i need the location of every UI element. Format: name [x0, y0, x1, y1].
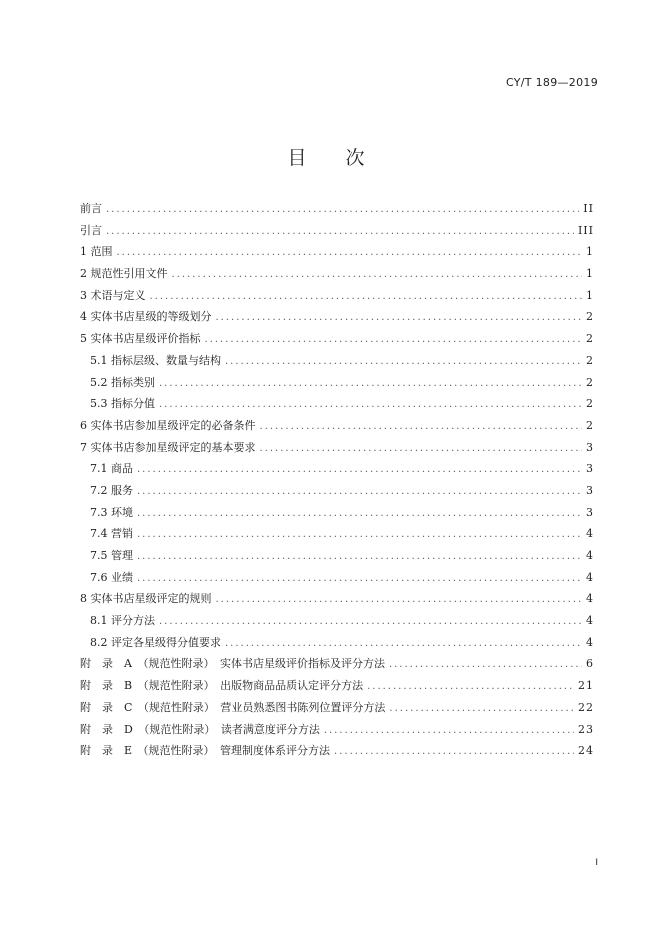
toc-subentry[interactable] — [80, 350, 594, 372]
toc-entry-label: 3 术语与定义 — [80, 288, 146, 302]
toc-subentry[interactable] — [80, 545, 594, 567]
toc-page-number: 3 — [586, 462, 594, 476]
dot-leader — [106, 221, 574, 243]
toc-entry-label: 引言 — [80, 223, 102, 237]
toc-entry[interactable] — [80, 719, 594, 741]
toc-page-number: 4 — [586, 570, 594, 584]
toc-entry-label: 7.2 服务 — [90, 483, 133, 497]
dot-leader — [260, 438, 583, 460]
toc-entry-label: 7.4 营销 — [90, 527, 133, 541]
toc-page-number: 1 — [586, 245, 594, 259]
dot-leader — [150, 286, 583, 308]
dot-leader — [137, 481, 582, 503]
toc-page-number: 23 — [578, 722, 594, 736]
toc-page-number: 4 — [586, 549, 594, 562]
toc-entry[interactable] — [80, 328, 594, 350]
standard-code: CY/T 189—2019 — [505, 76, 598, 89]
toc-entry[interactable] — [80, 220, 594, 242]
toc-entry-label: 8 实体书店星级评定的规则 — [80, 592, 212, 606]
toc-entry-label: 前言 — [80, 202, 102, 215]
page-title: 目 次 — [287, 147, 375, 169]
toc-entry[interactable] — [80, 653, 594, 675]
toc-entry-label: 7.3 环境 — [90, 505, 133, 519]
dot-leader — [137, 568, 582, 590]
toc-page-number: 3 — [586, 483, 594, 497]
dot-leader — [389, 654, 582, 676]
toc-entry-label: 7.5 管理 — [90, 549, 133, 562]
toc-entry-label: 附 录 D （规范性附录） 读者满意度评分方法 — [80, 722, 320, 736]
dot-leader — [389, 698, 574, 720]
dot-leader — [225, 633, 582, 655]
toc-entry-label: 5.1 指标层级、数量与结构 — [90, 353, 221, 367]
dot-leader — [106, 199, 579, 221]
dot-leader — [159, 394, 582, 416]
toc-entry[interactable] — [80, 740, 594, 762]
table-of-contents — [80, 198, 594, 762]
toc-entry-label: 6 实体书店参加星级评定的必备条件 — [80, 418, 256, 432]
toc-subentry[interactable] — [80, 393, 594, 415]
dot-leader — [260, 416, 583, 438]
dot-leader — [367, 676, 574, 698]
toc-page-number: 2 — [586, 375, 594, 389]
toc-page-number: II — [583, 202, 594, 215]
toc-page-number: 4 — [586, 614, 594, 628]
toc-entry-label: 5.2 指标类别 — [90, 375, 155, 389]
toc-entry[interactable] — [80, 263, 594, 285]
dot-leader — [216, 307, 583, 329]
dot-leader — [137, 546, 582, 568]
toc-subentry[interactable] — [80, 523, 594, 545]
toc-page-number: 4 — [586, 527, 594, 541]
toc-subentry[interactable] — [80, 632, 594, 654]
toc-subentry[interactable] — [80, 502, 594, 524]
toc-page-number: 4 — [586, 635, 594, 649]
toc-page-number: III — [577, 223, 594, 237]
toc-entry[interactable] — [80, 306, 594, 328]
toc-entry-label: 7.6 业绩 — [90, 570, 133, 584]
dot-leader — [334, 741, 574, 763]
toc-entry-label: 8.2 评定各星级得分值要求 — [90, 635, 221, 649]
toc-page-number: 4 — [586, 592, 594, 606]
toc-entry[interactable] — [80, 415, 594, 437]
toc-entry[interactable] — [80, 588, 594, 610]
toc-entry-label: 5.3 指标分值 — [90, 397, 155, 411]
toc-entry-label: 7.1 商品 — [90, 462, 133, 476]
dot-leader — [137, 524, 582, 546]
toc-page-number: 2 — [586, 332, 594, 346]
toc-entry[interactable] — [80, 241, 594, 263]
toc-entry-label: 1 范围 — [80, 245, 113, 259]
toc-entry[interactable] — [80, 437, 594, 459]
toc-page-number: 1 — [586, 288, 594, 302]
toc-entry-label: 8.1 评分方法 — [90, 614, 155, 628]
toc-page-number: 24 — [578, 744, 594, 758]
toc-page-number: 3 — [586, 440, 594, 454]
toc-entry-label: 附 录 B （规范性附录） 出版物商品品质认定评分方法 — [80, 679, 364, 693]
toc-page-number: 2 — [586, 418, 594, 432]
toc-page-number: 1 — [586, 267, 594, 281]
toc-entry-label: 附 录 A （规范性附录） 实体书店星级评价指标及评分方法 — [80, 657, 385, 671]
toc-subentry[interactable] — [80, 610, 594, 632]
toc-page-number: 3 — [586, 505, 594, 519]
toc-entry[interactable] — [80, 198, 594, 220]
toc-entry-label: 2 规范性引用文件 — [80, 267, 168, 281]
toc-entry[interactable] — [80, 285, 594, 307]
toc-page-number: 2 — [586, 310, 594, 324]
dot-leader — [159, 611, 582, 633]
toc-entry[interactable] — [80, 697, 594, 719]
toc-entry-label: 附 录 E （规范性附录） 管理制度体系评分方法 — [80, 744, 331, 758]
dot-leader — [216, 589, 583, 611]
toc-page-number: 21 — [578, 679, 594, 693]
toc-subentry[interactable] — [80, 480, 594, 502]
toc-page-number: 2 — [586, 353, 594, 367]
dot-leader — [225, 351, 582, 373]
toc-entry-label: 4 实体书店星级的等级划分 — [80, 310, 212, 324]
toc-entry-label: 附 录 C （规范性附录） 营业员熟悉图书陈列位置评分方法 — [80, 700, 386, 714]
toc-page-number: 2 — [586, 397, 594, 411]
page-number: I — [595, 858, 598, 868]
dot-leader — [137, 459, 582, 481]
toc-subentry[interactable] — [80, 372, 594, 394]
toc-entry-label: 5 实体书店星级评价指标 — [80, 332, 201, 346]
toc-subentry[interactable] — [80, 567, 594, 589]
toc-page-number: 22 — [578, 700, 594, 714]
toc-entry[interactable] — [80, 675, 594, 697]
dot-leader — [205, 329, 583, 351]
dot-leader — [172, 264, 583, 286]
toc-page-number: 6 — [586, 657, 594, 671]
dot-leader — [159, 373, 582, 395]
dot-leader — [324, 720, 574, 742]
dot-leader — [117, 242, 583, 264]
toc-entry-label: 7 实体书店参加星级评定的基本要求 — [80, 440, 256, 454]
toc-subentry[interactable] — [80, 458, 594, 480]
dot-leader — [137, 503, 582, 525]
